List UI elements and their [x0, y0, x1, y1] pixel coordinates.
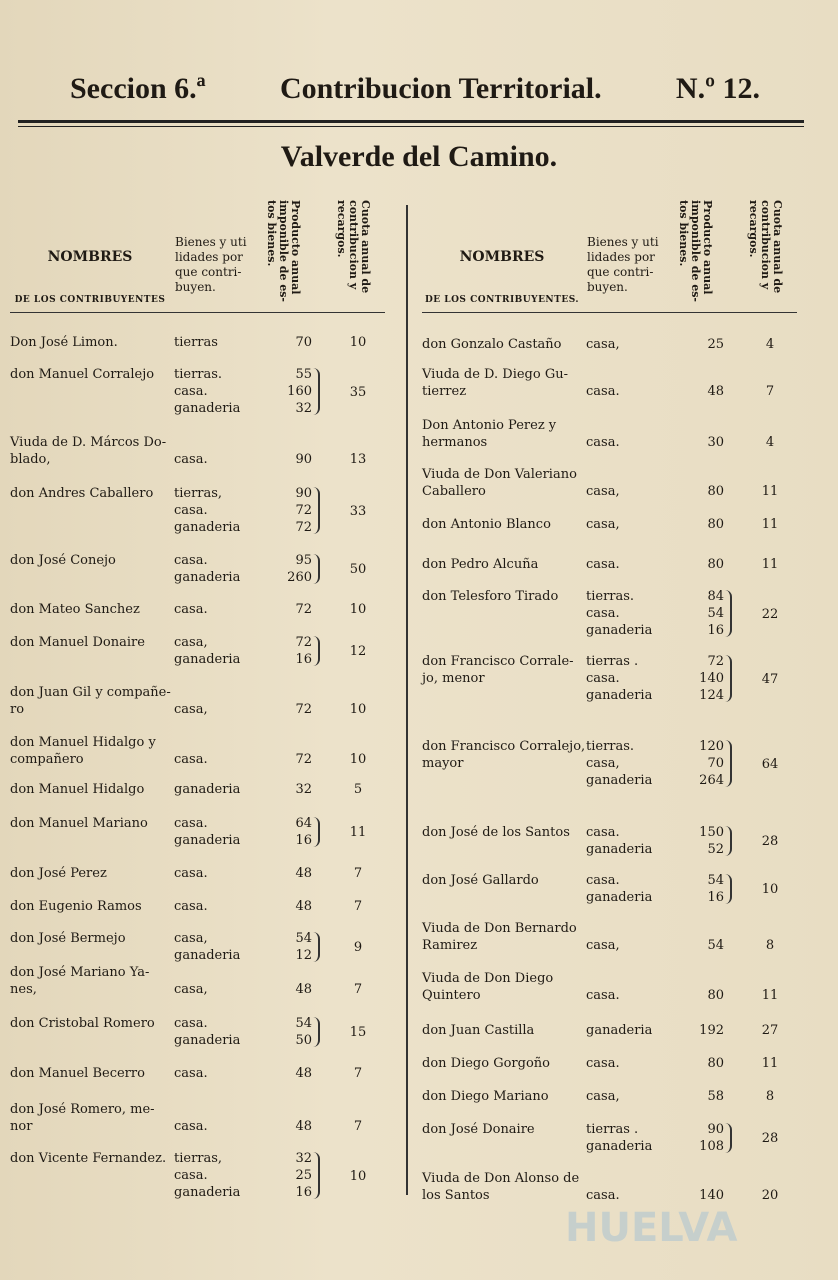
- quota-value: 7: [353, 1119, 363, 1134]
- product-value: 80: [707, 988, 724, 1003]
- product-value: 72: [295, 520, 312, 535]
- town-title: Valverde del Camino.: [280, 140, 558, 173]
- goods-item: casa.: [586, 557, 620, 572]
- page-number: N.º 12.: [675, 72, 760, 105]
- goods-item: tierras.: [174, 367, 223, 382]
- goods-item: casa,: [586, 938, 620, 953]
- contributor-name: don José Donaire: [422, 1122, 535, 1137]
- product-value: 48: [295, 982, 312, 997]
- product-value: 55: [295, 367, 312, 382]
- goods-item: ganaderia: [586, 1023, 653, 1038]
- product-value: 124: [699, 688, 724, 703]
- quota-value: 11: [761, 1056, 779, 1071]
- product-value: 16: [295, 652, 312, 667]
- product-value: 90: [295, 452, 312, 467]
- contributor-name: don José Perez: [10, 866, 107, 881]
- product-value: 260: [287, 570, 312, 585]
- quota-value: 7: [353, 1066, 363, 1081]
- names-header-top: NOMBRES: [459, 249, 545, 265]
- goods-item: tierras,: [174, 1151, 223, 1166]
- product-value: 48: [295, 899, 312, 914]
- contributor-name: Viuda de Don Diego: [422, 971, 554, 986]
- goods-item: casa,: [586, 337, 620, 352]
- contributor-name: ro: [10, 702, 25, 717]
- goods-item: ganaderia: [174, 652, 241, 667]
- contributor-name: don Juan Gil y compañe-: [10, 685, 171, 700]
- goods-item: casa,: [174, 635, 208, 650]
- product-value: 120: [699, 739, 724, 754]
- quota-value: 7: [353, 899, 363, 914]
- product-value: 72: [707, 654, 724, 669]
- names-header: [422, 250, 582, 308]
- goods-item: tierras,: [174, 486, 223, 501]
- contributor-name: Don José Limon.: [10, 335, 118, 350]
- contributor-name: don Manuel Hidalgo: [10, 782, 145, 797]
- names-header-bottom: DE LOS CONTRIBUYENTES.: [424, 295, 580, 305]
- goods-item: ganaderia: [174, 520, 241, 535]
- goods-item: casa.: [586, 873, 620, 888]
- goods-item: ganaderia: [174, 570, 241, 585]
- quota-value: 7: [353, 982, 363, 997]
- quota-value: 15: [349, 1025, 367, 1040]
- contributor-name: don Manuel Hidalgo y: [10, 735, 156, 750]
- goods-item: tierras .: [586, 654, 639, 669]
- goods-item: casa,: [174, 702, 208, 717]
- contributor-name: don Pedro Alcuña: [422, 557, 539, 572]
- goods-item: ganaderia: [586, 773, 653, 788]
- product-value: 48: [295, 1119, 312, 1134]
- product-value: 80: [707, 557, 724, 572]
- quota-value: 27: [761, 1023, 779, 1038]
- contributor-name: don Andres Caballero: [10, 486, 154, 501]
- goods-item: casa.: [174, 553, 208, 568]
- quota-value: 12: [349, 644, 367, 659]
- quota-value: 10: [349, 602, 367, 617]
- product-value: 72: [295, 752, 312, 767]
- contributor-name: don José Mariano Ya-: [10, 965, 150, 980]
- goods-item: ganaderia: [586, 1139, 653, 1154]
- product-value: 140: [699, 1188, 724, 1203]
- contributor-name: nor: [10, 1119, 33, 1134]
- product-value: 32: [295, 782, 312, 797]
- contributor-name: don Francisco Corralejo,: [422, 739, 586, 754]
- group-brace: [725, 740, 732, 787]
- quota-header: Cuota anual de contribucion y recargos.: [747, 200, 784, 294]
- quota-value: 4: [765, 337, 775, 352]
- product-value: 48: [295, 1066, 312, 1081]
- header-title: Contribucion Territorial.: [279, 72, 602, 105]
- contributor-name: tierrez: [422, 384, 467, 399]
- group-brace: [725, 1123, 732, 1153]
- group-brace: [313, 817, 320, 847]
- quota-value: 9: [353, 940, 363, 955]
- contributor-name: don Manuel Donaire: [10, 635, 145, 650]
- product-value: 30: [707, 435, 724, 450]
- goods-item: tierras.: [586, 589, 635, 604]
- goods-item: casa.: [174, 1016, 208, 1031]
- product-value: 140: [699, 671, 724, 686]
- goods-item: casa,: [586, 517, 620, 532]
- quota-value: 35: [349, 384, 367, 400]
- group-brace: [313, 636, 320, 666]
- contributor-name: Quintero: [422, 988, 481, 1003]
- product-value: 150: [699, 825, 724, 840]
- contributor-name: don Eugenio Ramos: [10, 899, 142, 914]
- quota-value: 5: [353, 782, 363, 797]
- product-value: 52: [707, 842, 724, 857]
- product-value: 90: [295, 486, 312, 501]
- quota-value: 11: [761, 557, 779, 572]
- header-underline: [422, 312, 797, 313]
- contributor-name: don Manuel Mariano: [10, 816, 148, 831]
- quota-value: 10: [349, 702, 367, 717]
- quota-value: 11: [761, 517, 779, 532]
- header-rule: [18, 120, 804, 123]
- contributor-name: don José de los Santos: [422, 825, 570, 840]
- group-brace: [725, 590, 732, 637]
- goods-item: ganaderia: [586, 842, 653, 857]
- contributor-name: Viuda de Don Valeriano: [422, 467, 577, 482]
- quota-value: 11: [349, 825, 367, 840]
- contributor-name: don José Romero, me-: [10, 1102, 155, 1117]
- group-brace: [313, 368, 320, 415]
- contributor-name: blado,: [10, 452, 51, 467]
- product-value: 48: [707, 384, 724, 399]
- product-value: 264: [699, 773, 724, 788]
- product-value: 72: [295, 635, 312, 650]
- goods-item: casa.: [586, 825, 620, 840]
- goods-item: casa.: [174, 866, 208, 881]
- contributor-name: Viuda de D. Diego Gu-: [422, 367, 568, 382]
- product-value: 16: [707, 890, 724, 905]
- contributor-name: don Francisco Corrale-: [422, 654, 574, 669]
- header-underline: [10, 312, 385, 313]
- contributor-name: don Manuel Becerro: [10, 1066, 145, 1081]
- product-value: 54: [295, 1016, 312, 1031]
- product-value: 54: [295, 931, 312, 946]
- header-rule-thin: [18, 126, 804, 127]
- goods-item: ganaderia: [174, 948, 241, 963]
- names-header: [10, 250, 170, 308]
- group-brace: [313, 932, 320, 962]
- contributor-name: don Vicente Fernandez.: [10, 1151, 167, 1166]
- column-divider: [406, 205, 408, 1195]
- contributor-name: jo, menor: [422, 671, 485, 686]
- quota-value: 64: [761, 756, 779, 772]
- quota-value: 7: [765, 384, 775, 399]
- contributor-name: don Mateo Sanchez: [10, 602, 140, 617]
- group-brace: [313, 1017, 320, 1047]
- quota-value: 11: [761, 484, 779, 499]
- quota-value: 13: [349, 452, 367, 467]
- product-value: 70: [707, 756, 724, 771]
- page-header: [70, 72, 760, 106]
- contributor-name: don Telesforo Tirado: [422, 589, 559, 604]
- goods-item: casa.: [174, 503, 208, 518]
- goods-item: casa.: [174, 899, 208, 914]
- quota-value: 22: [761, 606, 779, 622]
- goods-item: casa.: [586, 1056, 620, 1071]
- goods-header: Bienes y uti lidades por que contri- buyen.: [175, 235, 247, 294]
- group-brace: [313, 487, 320, 534]
- group-brace: [725, 826, 732, 856]
- contributor-name: don Manuel Corralejo: [10, 367, 155, 382]
- group-brace: [313, 1152, 320, 1199]
- goods-item: tierras: [174, 335, 218, 350]
- goods-item: ganaderia: [586, 890, 653, 905]
- product-value: 54: [707, 938, 724, 953]
- quota-value: 11: [761, 988, 779, 1003]
- product-value: 16: [707, 623, 724, 638]
- product-value: 64: [295, 816, 312, 831]
- goods-item: tierras.: [586, 739, 635, 754]
- quota-value: 7: [353, 866, 363, 881]
- goods-item: casa,: [174, 931, 208, 946]
- product-value: 192: [699, 1023, 724, 1038]
- product-value: 80: [707, 1056, 724, 1071]
- product-value: 84: [707, 589, 724, 604]
- product-value: 80: [707, 517, 724, 532]
- contributor-name: don Gonzalo Castaño: [422, 337, 562, 352]
- contributor-name: don José Gallardo: [422, 873, 539, 888]
- contributor-name: don Antonio Blanco: [422, 517, 551, 532]
- product-value: 16: [295, 833, 312, 848]
- contributor-name: Ramirez: [422, 938, 478, 953]
- group-brace: [725, 655, 732, 702]
- watermark: HUELVA: [565, 1205, 738, 1251]
- product-value: 160: [287, 384, 312, 399]
- goods-item: casa.: [586, 988, 620, 1003]
- quota-header: Cuota anual de contribucion y recargos.: [335, 200, 372, 294]
- product-value: 54: [707, 606, 724, 621]
- goods-item: ganaderia: [174, 1033, 241, 1048]
- goods-item: casa,: [174, 982, 208, 997]
- contributor-name: Caballero: [422, 484, 486, 499]
- goods-item: casa.: [174, 1119, 208, 1134]
- goods-item: casa.: [174, 452, 208, 467]
- quota-value: 28: [761, 1131, 779, 1146]
- product-value: 72: [295, 702, 312, 717]
- goods-item: ganaderia: [174, 1185, 241, 1200]
- goods-item: casa.: [174, 816, 208, 831]
- product-value: 95: [295, 553, 312, 568]
- quota-value: 28: [761, 834, 779, 849]
- contributor-name: Viuda de Don Bernardo: [422, 921, 577, 936]
- section-label: Seccion 6.ª: [70, 72, 206, 105]
- goods-item: ganaderia: [174, 401, 241, 416]
- goods-item: ganaderia: [586, 688, 653, 703]
- product-value: 108: [699, 1139, 724, 1154]
- goods-item: casa,: [586, 756, 620, 771]
- quota-value: 8: [765, 1089, 775, 1104]
- names-header-top: NOMBRES: [47, 249, 133, 265]
- quota-value: 50: [349, 562, 367, 577]
- goods-item: tierras .: [586, 1122, 639, 1137]
- goods-item: casa.: [174, 1168, 208, 1183]
- product-value: 16: [295, 1185, 312, 1200]
- goods-item: casa.: [174, 602, 208, 617]
- goods-header: Bienes y uti lidades por que contri- buyen.: [587, 235, 659, 294]
- product-value: 90: [707, 1122, 724, 1137]
- product-value: 25: [707, 337, 724, 352]
- contributor-name: Viuda de Don Alonso de: [422, 1171, 580, 1186]
- goods-item: casa.: [586, 606, 620, 621]
- group-brace: [725, 874, 732, 904]
- contributor-name: hermanos: [422, 435, 488, 450]
- quota-value: 10: [761, 882, 779, 897]
- goods-item: casa.: [174, 384, 208, 399]
- contributor-name: compañero: [10, 752, 84, 767]
- contributor-name: don Cristobal Romero: [10, 1016, 155, 1031]
- contributor-name: don Juan Castilla: [422, 1023, 535, 1038]
- product-value: 54: [707, 873, 724, 888]
- goods-item: casa.: [586, 671, 620, 686]
- goods-item: casa,: [586, 1089, 620, 1104]
- contributor-name: mayor: [422, 756, 464, 771]
- product-value: 32: [295, 1151, 312, 1166]
- product-value: 48: [295, 866, 312, 881]
- group-brace: [313, 554, 320, 584]
- quota-value: 4: [765, 435, 775, 450]
- names-header-bottom: DE LOS CONTRIBUYENTES: [14, 295, 166, 305]
- quota-value: 33: [349, 503, 367, 519]
- product-value: 25: [295, 1168, 312, 1183]
- contributor-name: nes,: [10, 982, 37, 997]
- contributor-name: don José Conejo: [10, 553, 116, 568]
- goods-item: casa,: [586, 484, 620, 499]
- quota-value: 20: [761, 1188, 779, 1203]
- product-header: Producto anual imponible de es- tos bienes.: [265, 200, 302, 302]
- goods-item: ganaderia: [174, 782, 241, 797]
- contributor-name: don Diego Gorgoño: [422, 1056, 550, 1071]
- goods-item: casa.: [586, 1188, 620, 1203]
- quota-value: 8: [765, 938, 775, 953]
- product-value: 80: [707, 484, 724, 499]
- goods-item: casa.: [586, 435, 620, 450]
- quota-value: 10: [349, 335, 367, 350]
- goods-item: casa.: [174, 1066, 208, 1081]
- product-value: 50: [295, 1033, 312, 1048]
- product-value: 72: [295, 602, 312, 617]
- quota-value: 10: [349, 1168, 367, 1184]
- goods-item: casa.: [586, 384, 620, 399]
- contributor-name: don Diego Mariano: [422, 1089, 549, 1104]
- goods-item: ganaderia: [174, 833, 241, 848]
- product-value: 58: [707, 1089, 724, 1104]
- contributor-name: don José Bermejo: [10, 931, 126, 946]
- contributor-name: Don Antonio Perez y: [422, 418, 557, 433]
- goods-item: ganaderia: [586, 623, 653, 638]
- quota-value: 47: [761, 671, 779, 687]
- product-value: 32: [295, 401, 312, 416]
- product-value: 72: [295, 503, 312, 518]
- goods-item: casa.: [174, 752, 208, 767]
- product-header: Producto anual imponible de es- tos bienes.: [677, 200, 714, 302]
- product-value: 70: [295, 335, 312, 350]
- product-value: 12: [295, 948, 312, 963]
- contributor-name: los Santos: [422, 1188, 490, 1203]
- quota-value: 10: [349, 752, 367, 767]
- contributor-name: Viuda de D. Márcos Do-: [10, 435, 167, 450]
